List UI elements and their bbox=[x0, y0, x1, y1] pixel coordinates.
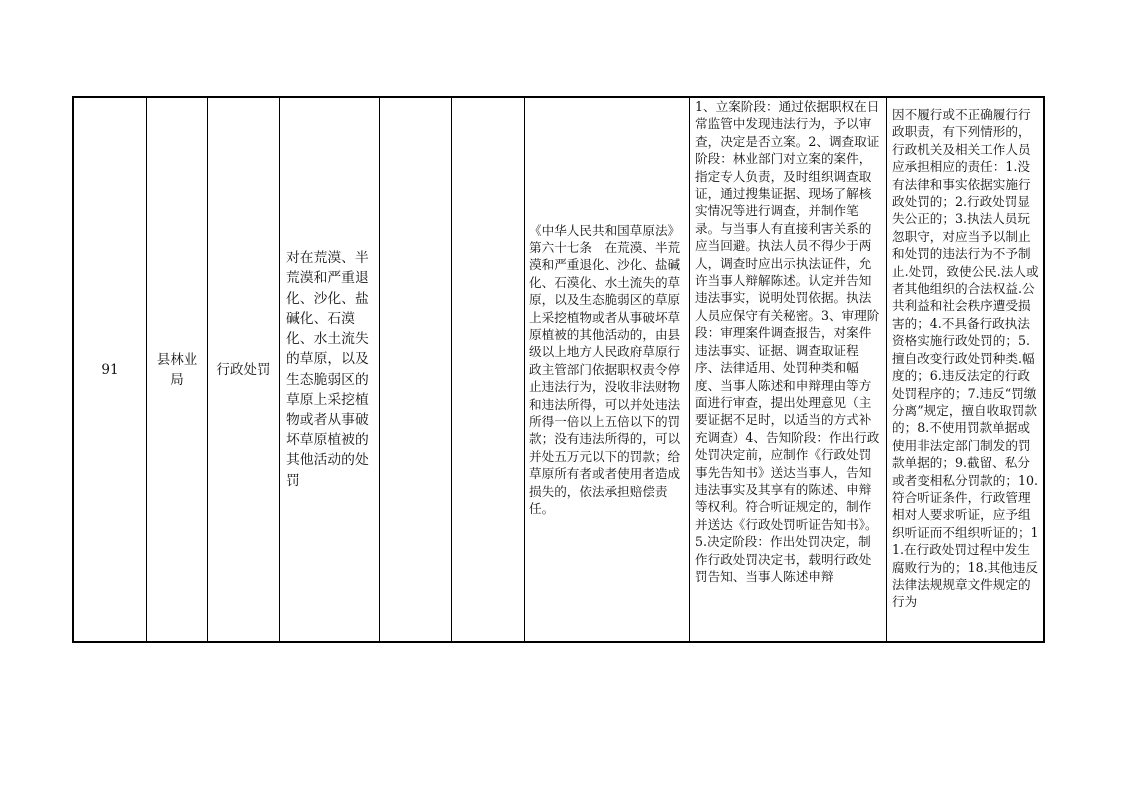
liability-text: 因不履行或不正确履行行政职责，有下列情形的，行政机关及相关工作人员应承担相应的责任：1.没有法律和事实依据实施行政处罚的；2.行政处罚显失公正的；3.执法人员玩忽职守，对应当予以制止和处罚的违法行为不予制止.处罚，致使公民.法人或者其他组织的合法权益.公共利益和社会秩序遭受损害的；4.不具备行政执法资格实施行政处罚的；5.擅自改变行政处罚种类.幅度的；6.违反法定的行政处罚程序的；7.违反“罚缴分离”规定，擅自收取罚款的；8.不使用罚款单据或使用非法定部门制发的罚款单据的；9.截留、私分或者变相私分罚款的；10.符合听证条件，行政管理相对人要求听证，应予组织听证而不组织听证的；11.在行政处罚过程中发生腐败行为的；18.其他违反法律法规规章文件规定的行为 bbox=[892, 107, 1039, 610]
procedure-cell bbox=[690, 98, 887, 641]
item-name-cell bbox=[280, 98, 380, 641]
blank-cell bbox=[452, 98, 525, 641]
category-label: 行政处罚 bbox=[216, 361, 271, 378]
department-name: 县林业局 bbox=[156, 351, 198, 388]
table-row bbox=[72, 96, 1045, 643]
row-number-cell bbox=[74, 98, 147, 641]
item-name: 对在荒漠、半荒漠和严重退化、沙化、盐碱化、石漠化、水土流失的草原，以及生态脆弱区的草原上采挖植物或者从事破坏草原植被的其他活动的处罚 bbox=[286, 250, 369, 489]
sub-item-cell bbox=[380, 98, 452, 641]
department-cell bbox=[147, 98, 208, 641]
legal-basis-text: 《中华人民共和国草原法》第六十七条 在荒漠、半荒漠和严重退化、沙化、盐碱化、石漠化、水土流失的草原，以及生态脆弱区的草原上采挖植物或者从事破坏草原植被的其他活动的，由县级以上地方人民政府草原行政主管部门依据职权责令停止违法行为，没收非法财物和违法所得，可以并处违法所得一倍以上五倍以下的罚款；没有违法所得的，可以并处五万元以下的罚款；给草原所有者或者使用者造成损失的，依法承担赔偿责任。 bbox=[529, 222, 681, 517]
category-cell bbox=[208, 98, 280, 641]
liability-cell bbox=[887, 98, 1043, 641]
procedure-text: 1、立案阶段：通过依据职权在日常监管中发现违法行为，予以审查，决定是否立案。2、调查取证阶段：林业部门对立案的案件，指定专人负责，及时组织调查取证，通过搜集证据、现场了解核实情况等进行调查，并制作笔录。与当事人有直接利害关系的应当回避。执法人员不得少于两人，调查时应出示执法证件，允许当事人辩解陈述。认定并告知违法事实，说明处罚依据。执法人员应保守有关秘密。3、审理阶段：审理案件调查报告，对案件违法事实、证据、调查取证程序、法律适用、处罚种类和幅度、当事人陈述和申辩理由等方面进行审查，提出处理意见（主要证据不足时，以适当的方式补充调查）4、告知阶段：作出行政处罚决定前，应制作《行政处罚事先告知书》送达当事人，告知违法事实及其享有的陈述、申辩等权利。符合听证规定的，制作并送达《行政处罚听证告知书》。5.决定阶段：作出处罚决定，制作行政处罚决定书，载明行政处罚告知、当事人陈述申辩 bbox=[695, 99, 880, 584]
legal-basis-cell bbox=[525, 98, 690, 641]
row-number: 91 bbox=[101, 361, 119, 378]
